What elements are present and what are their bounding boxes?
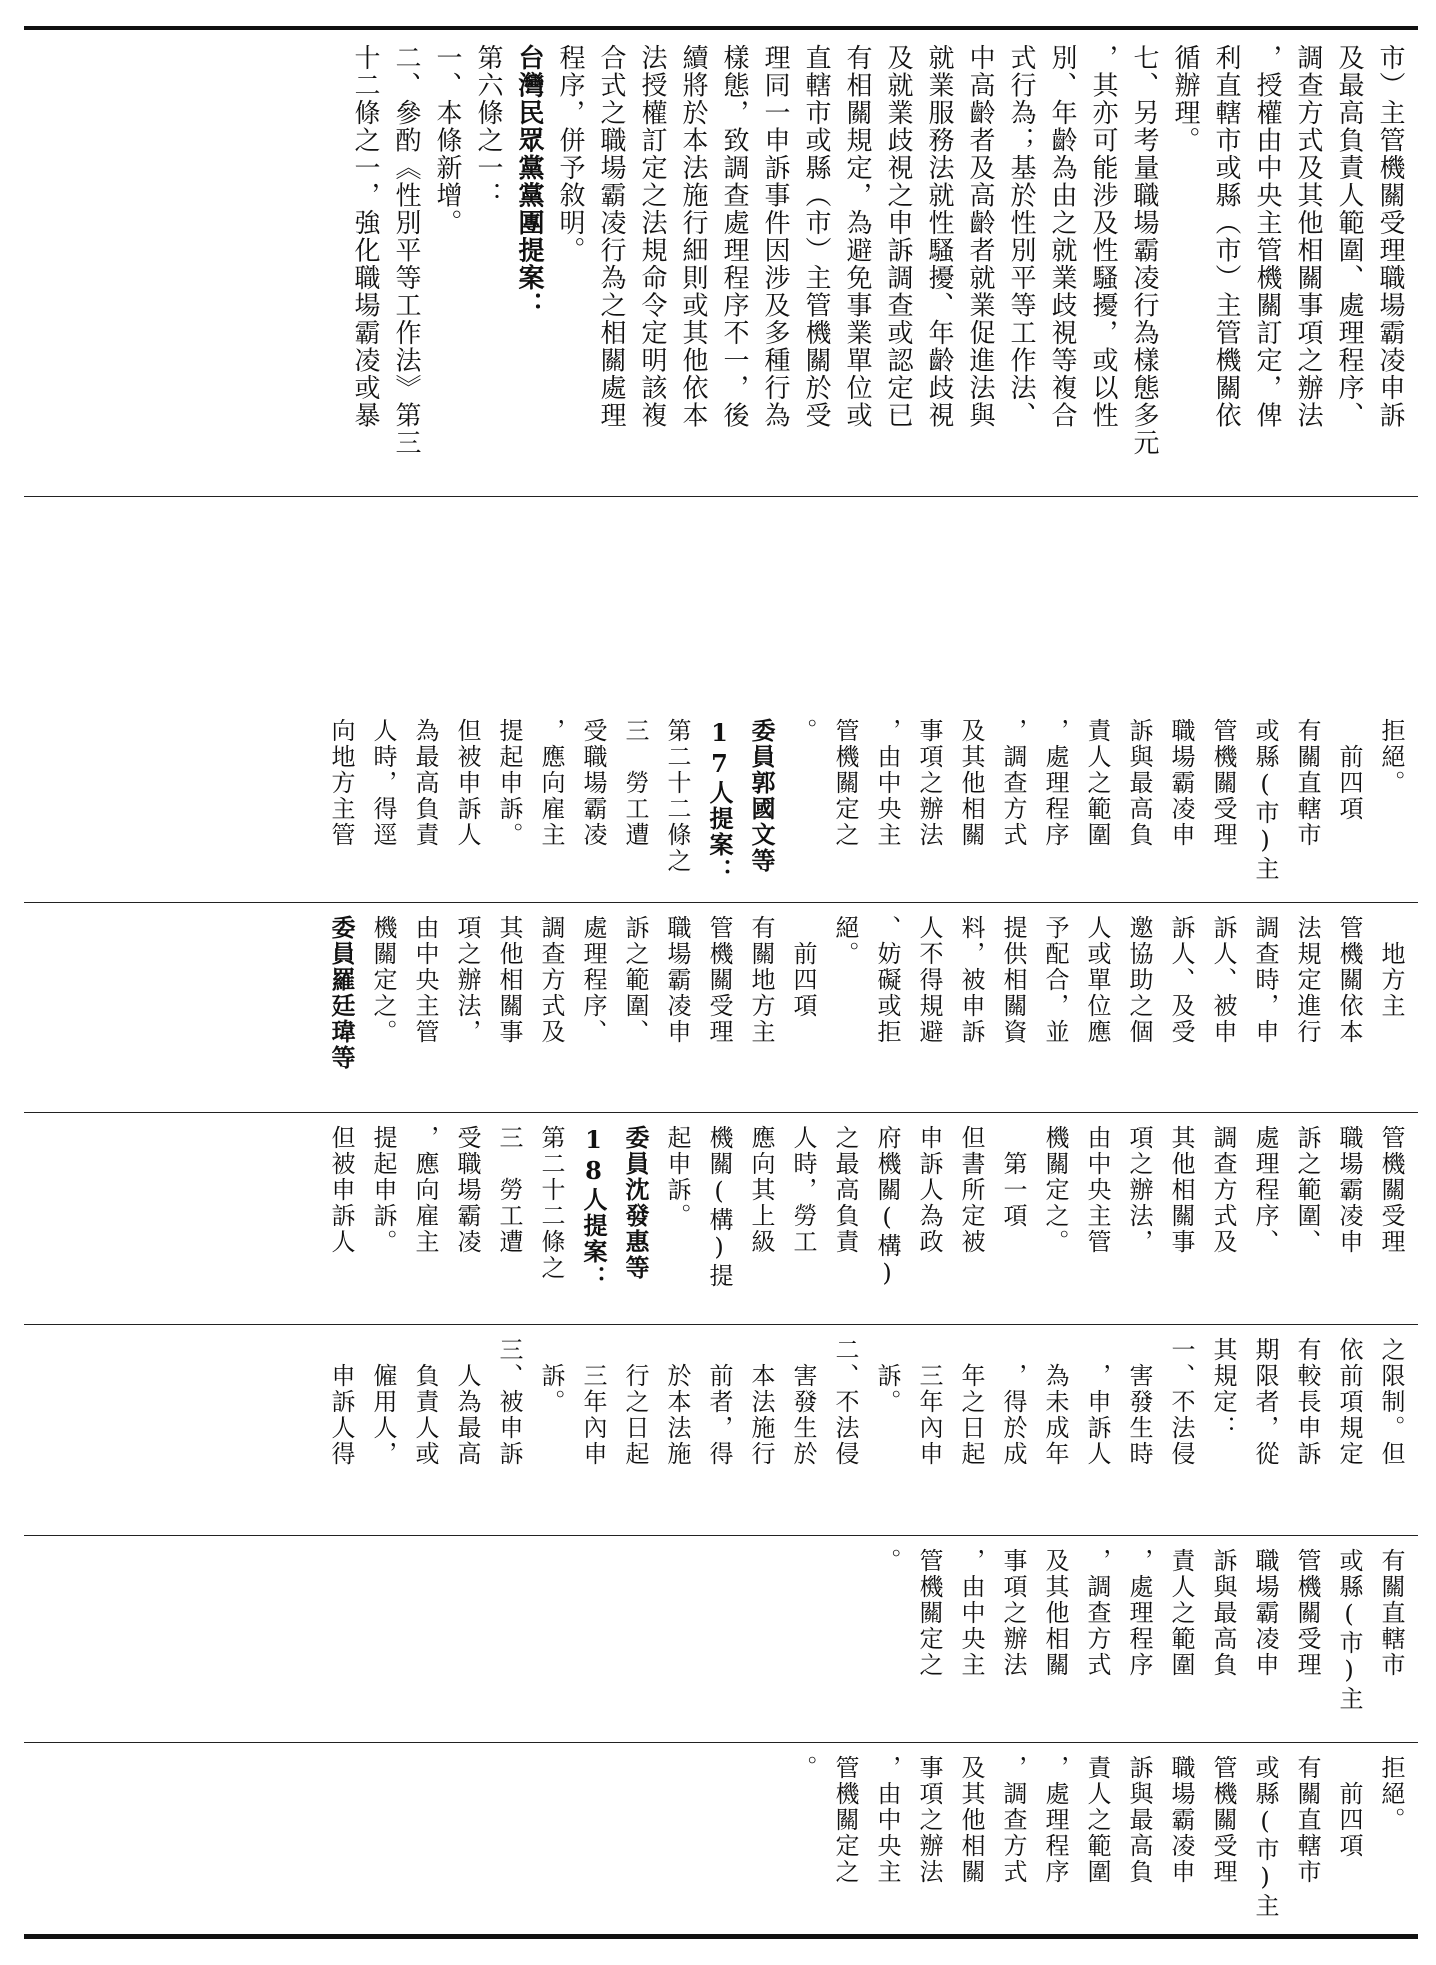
text-line: 三 勞工遭 [621, 718, 649, 848]
text-line: 台灣民眾黨黨團提案： [514, 44, 544, 319]
text-line: 調查方式及 [537, 915, 565, 1045]
text-line: 式行為；基於性別平等工作法、 [1006, 44, 1036, 429]
bottom-rule [24, 1934, 1418, 1939]
text-line: 及其他相關 [1041, 1548, 1069, 1678]
text-line: 提起申訴。 [495, 718, 523, 848]
cell-proposal-c [24, 1113, 1418, 1325]
text-line: 法規定進行 [1293, 915, 1321, 1045]
text-line: 調查時，申 [1251, 915, 1279, 1045]
text-line: 有關地方主 [747, 915, 775, 1045]
text-line: 為未成年 [1041, 1337, 1069, 1467]
text-line: 有關直轄市 [1293, 718, 1321, 848]
text-line: 十二條之一，強化職場霸凌或暴 [350, 44, 380, 429]
text-line: 。 [873, 1548, 901, 1574]
text-line: 管機關定之 [831, 1755, 859, 1885]
cell-proposal-d [24, 1325, 1418, 1536]
text-line: 理同一申訴事件因涉及多種行為 [760, 44, 790, 429]
text-line: 訴與最高負 [1125, 1755, 1153, 1885]
text-line: 及最高負責人範圍、處理程序、 [1334, 44, 1364, 429]
text-line: 職場霸凌申 [1251, 1548, 1279, 1678]
text-line: 第六條之一： [473, 44, 503, 209]
text-line: 期限者，從 [1251, 1337, 1279, 1467]
text-line: 機關(構)提 [705, 1125, 733, 1289]
text-line: 人時，得逕 [369, 718, 397, 848]
text-line: ，處理程序 [1041, 1755, 1069, 1885]
text-line: 之限制。但 [1377, 1337, 1405, 1467]
text-line: 府機關(構) [873, 1125, 901, 1289]
text-line: 責人之範圍 [1167, 1548, 1195, 1678]
text-line: 訴。 [873, 1337, 901, 1415]
text-line: 事項之辦法 [915, 1755, 943, 1885]
text-line: 及就業歧視之申訴調查或認定已 [883, 44, 913, 429]
text-line: 本法施行 [747, 1337, 775, 1467]
text-line: ，處理程序 [1041, 718, 1069, 848]
text-line: 年之日起 [957, 1337, 985, 1467]
text-line: 。 [789, 1755, 817, 1781]
text-line: 17人提案： [705, 718, 734, 884]
text-line: ，應向雇主 [411, 1125, 439, 1255]
text-line: 法授權訂定之法規命令定明該複 [637, 44, 667, 429]
text-line: 人或單位應 [1083, 915, 1111, 1045]
text-line: 就業服務法就性騷擾、年齡歧視 [924, 44, 954, 429]
text-line: 循辦理。 [1170, 44, 1200, 154]
text-line: 其他相關事 [495, 915, 523, 1045]
text-line: 人時，勞工 [789, 1125, 817, 1255]
text-line: 但被申訴人 [327, 1125, 355, 1255]
text-line: 事項之辦法 [999, 1548, 1027, 1678]
text-line: 有較長申訴 [1293, 1337, 1321, 1467]
text-line: 管機關受理 [1377, 1125, 1405, 1255]
text-line: 有關直轄市 [1377, 1548, 1405, 1678]
cell-proposal-e-text [24, 1536, 1418, 1742]
text-line: 之最高負責 [831, 1125, 859, 1255]
cell-proposal-f-text [24, 1743, 1418, 1933]
text-line: 二、不法侵 [831, 1337, 859, 1467]
text-line: 前四項 [1335, 1755, 1363, 1859]
cell-proposal-e [24, 1536, 1418, 1743]
text-line: 邀協助之個 [1125, 915, 1153, 1045]
text-line: 料，被申訴 [957, 915, 985, 1045]
text-line: 樣態，致調查處理程序不一，後 [719, 44, 749, 429]
text-line: 管機關受理 [1209, 1755, 1237, 1885]
text-line: 訴人、被申 [1209, 915, 1237, 1045]
text-line: 僱用人， [369, 1337, 397, 1467]
text-line: 第二十二條之 [663, 718, 691, 874]
text-line: 程序，併予敘明。 [555, 44, 585, 264]
cell-proposal-b-text [24, 903, 1418, 1112]
text-line: 及其他相關 [957, 718, 985, 848]
text-line: 起申訴。 [663, 1125, 691, 1229]
text-line: ，調查方式 [999, 1755, 1027, 1885]
text-line: 或縣(市)主 [1251, 1755, 1279, 1919]
text-line: 其他相關事 [1167, 1125, 1195, 1255]
cell-proposal-c-text [24, 1113, 1418, 1324]
text-line: 應向其上級 [747, 1125, 775, 1255]
text-line: 處理程序、 [579, 915, 607, 1045]
text-line: 予配合，並 [1041, 915, 1069, 1045]
text-line: ，由中央主 [873, 1755, 901, 1885]
text-line: ，由中央主 [873, 718, 901, 848]
text-line: 向地方主管 [327, 718, 355, 848]
text-line: 管機關受理 [1209, 718, 1237, 848]
text-line: 責人之範圍 [1083, 1755, 1111, 1885]
text-line: 其規定： [1209, 1337, 1237, 1441]
text-line: 行之日起 [621, 1337, 649, 1467]
text-line: 前四項 [789, 915, 817, 1019]
text-line: 項之辦法， [1125, 1125, 1153, 1255]
text-line: ，處理程序 [1125, 1548, 1153, 1678]
text-line: 機關定之。 [1041, 1125, 1069, 1255]
text-line: 機關定之。 [369, 915, 397, 1045]
text-line: 三年內申 [579, 1337, 607, 1467]
text-line: 害發生於 [789, 1337, 817, 1467]
text-line: 人不得規避 [915, 915, 943, 1045]
text-line: 及其他相關 [957, 1755, 985, 1885]
text-line: 管機關定之 [831, 718, 859, 848]
text-line: 但被申訴人 [453, 718, 481, 848]
text-line: ，其亦可能涉及性騷擾，或以性 [1088, 44, 1118, 429]
cell-proposal-a [24, 706, 1418, 903]
text-line: 依前項規定 [1335, 1337, 1363, 1467]
text-line: 。 [789, 718, 817, 744]
text-line: 七、另考量職場霸凌行為樣態多元 [1129, 44, 1159, 457]
text-line: 續將於本法施行細則或其他依本 [678, 44, 708, 429]
text-line: 前四項 [1335, 718, 1363, 822]
text-line: 為最高負責 [411, 718, 439, 848]
text-line: 市）主管機關受理職場霸凌申訴 [1375, 44, 1405, 429]
text-line: 提供相關資 [999, 915, 1027, 1045]
text-line: 訴人、及受 [1167, 915, 1195, 1045]
text-line: ，調查方式 [1083, 1548, 1111, 1678]
text-line: 、妨礙或拒 [873, 915, 901, 1045]
text-line: ，授權由中央主管機關訂定，俾 [1252, 44, 1282, 429]
text-line: 訴之範圍、 [621, 915, 649, 1045]
text-line: 二、參酌《性別平等工作法》第三 [391, 44, 421, 457]
cell-proposal-d-text [24, 1325, 1418, 1535]
text-line: 三 勞工遭 [495, 1125, 523, 1255]
text-line: 三年內申 [915, 1337, 943, 1467]
text-line: 別、年齡為由之就業歧視等複合 [1047, 44, 1077, 429]
text-line: ，申訴人 [1083, 1337, 1111, 1467]
text-line: 直轄市或縣（市）主管機關於受 [801, 44, 831, 429]
text-line: 18人提案： [579, 1125, 608, 1291]
text-line: 調查方式及 [1209, 1125, 1237, 1255]
text-line: ，調查方式 [999, 718, 1027, 848]
text-line: 拒絕。 [1377, 718, 1405, 796]
text-line: 利直轄市或縣（市）主管機關依 [1211, 44, 1241, 429]
text-line: 管機關受理 [1293, 1548, 1321, 1678]
text-line: 調查方式及其他相關事項之辦法 [1293, 44, 1323, 429]
text-line: 中高齡者及高齡者就業促進法與 [965, 44, 995, 429]
text-line: 訴與最高負 [1125, 718, 1153, 848]
text-line: 職場霸凌申 [1335, 1125, 1363, 1255]
text-line: 或縣(市)主 [1335, 1548, 1363, 1712]
cell-proposal-f [24, 1743, 1418, 1933]
text-line: 一、不法侵 [1167, 1337, 1195, 1467]
text-line: 委員郭國文等 [747, 718, 776, 874]
text-line: 責人之範圍 [1083, 718, 1111, 848]
text-line: 申訴人為政 [915, 1125, 943, 1255]
text-line: 事項之辦法 [915, 718, 943, 848]
text-line: 職場霸凌申 [663, 915, 691, 1045]
text-line: 於本法施 [663, 1337, 691, 1467]
cell-proposal-a-text [24, 706, 1418, 902]
text-line: 但書所定被 [957, 1125, 985, 1255]
text-line: 由中央主管 [1083, 1125, 1111, 1255]
text-line: 一、本條新增。 [432, 44, 462, 237]
cell-explanation [24, 30, 1418, 497]
text-line: 申訴人得 [327, 1337, 355, 1467]
text-line: 職場霸凌申 [1167, 718, 1195, 848]
text-line: 有相關規定，為避免事業單位或 [842, 44, 872, 429]
text-line: 訴。 [537, 1337, 565, 1415]
text-line: ，由中央主 [957, 1548, 985, 1678]
text-line: 委員沈發惠等 [621, 1125, 650, 1281]
text-line: 有關直轄市 [1293, 1755, 1321, 1885]
text-line: 由中央主管 [411, 915, 439, 1045]
text-line: 害發生時 [1125, 1337, 1153, 1467]
text-line: 第二十二條之 [537, 1125, 565, 1281]
cell-explanation-text [24, 30, 1418, 496]
text-line: 絕。 [831, 915, 859, 967]
text-line: 拒絕。 [1377, 1755, 1405, 1833]
text-line: 人為最高 [453, 1337, 481, 1467]
text-line: 訴與最高負 [1209, 1548, 1237, 1678]
text-line: 負責人或 [411, 1337, 439, 1467]
text-line: 前者，得 [705, 1337, 733, 1467]
text-line: 第一項 [999, 1125, 1027, 1229]
text-line: 管機關定之 [915, 1548, 943, 1678]
text-line: 受職場霸凌 [579, 718, 607, 848]
text-line: 職場霸凌申 [1167, 1755, 1195, 1885]
text-line: 委員羅廷瑋等 [327, 915, 356, 1071]
cell-proposal-b [24, 903, 1418, 1113]
text-line: 三、被申訴 [495, 1337, 523, 1467]
text-line: 管機關受理 [705, 915, 733, 1045]
text-line: 合式之職場霸凌行為之相關處理 [596, 44, 626, 429]
text-line: 受職場霸凌 [453, 1125, 481, 1255]
text-line: 管機關依本 [1335, 915, 1363, 1045]
text-line: 項之辦法， [453, 915, 481, 1045]
text-line: 或縣(市)主 [1251, 718, 1279, 882]
text-line: 提起申訴。 [369, 1125, 397, 1255]
text-line: ，得於成 [999, 1337, 1027, 1467]
text-line: 處理程序、 [1251, 1125, 1279, 1255]
text-line: 訴之範圍、 [1293, 1125, 1321, 1255]
text-line: ，應向雇主 [537, 718, 565, 848]
text-line: 地方主 [1377, 915, 1405, 1019]
